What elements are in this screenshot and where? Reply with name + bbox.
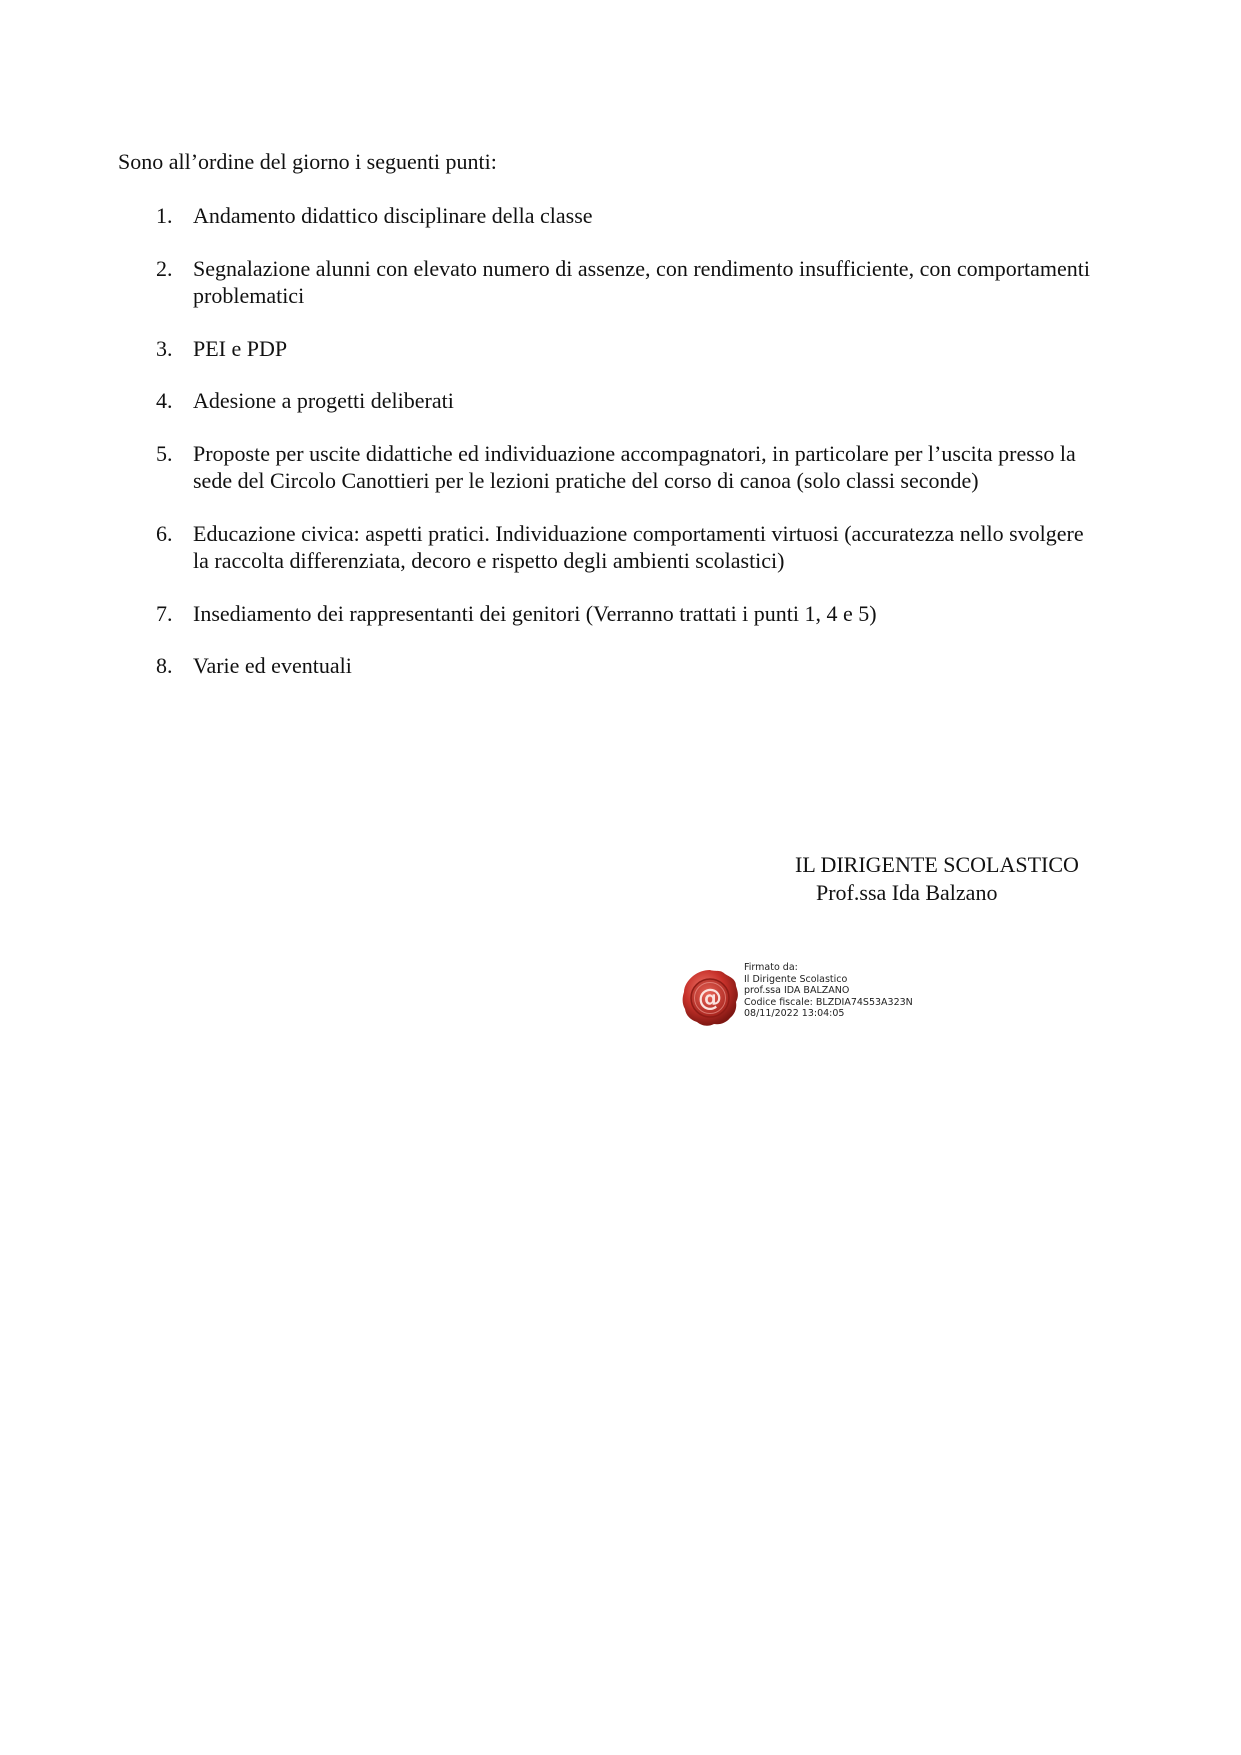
agenda-item-text: Andamento didattico disciplinare della classe <box>193 203 593 228</box>
agenda-item-text: Adesione a progetti deliberati <box>193 388 454 413</box>
agenda-item <box>150 520 1100 575</box>
signature-timestamp: 08/11/2022 13:04:05 <box>744 1008 845 1019</box>
agenda-item-text: Proposte per uscite didattiche ed individuazione accompagnatori, in particolare per l’uscita presso la sede del Circolo Canottieri per le lezioni pratiche del corso di canoa (solo classi seconde) <box>193 440 1076 493</box>
signer-role: IL DIRIGENTE SCOLASTICO <box>795 852 1079 877</box>
svg-text:@: @ <box>698 984 722 1012</box>
agenda-intro: Sono all’ordine del giorno i seguenti punti: <box>118 149 497 174</box>
signature-label: Firmato da: <box>744 962 798 973</box>
agenda-item-text: PEI e PDP <box>193 335 288 361</box>
digital-signature-stamp <box>680 962 980 1032</box>
signature-signer: prof.ssa IDA BALZANO <box>744 985 850 996</box>
agenda-item <box>150 652 1100 680</box>
agenda-list <box>150 202 1100 705</box>
signature-title: Il Dirigente Scolastico <box>744 973 848 985</box>
agenda-item <box>150 255 1100 310</box>
agenda-item-number: 4. <box>156 388 173 413</box>
agenda-item <box>150 387 1100 415</box>
agenda-item-number: 3. <box>156 335 173 361</box>
agenda-item-number: 2. <box>156 255 173 281</box>
agenda-item-text: Varie ed eventuali <box>193 653 352 678</box>
agenda-item-text: Segnalazione alunni con elevato numero di assenze, con rendimento insufficiente, con comportamenti problematici <box>193 255 1091 308</box>
agenda-item-text: Educazione civica: aspetti pratici. Individuazione comportamenti virtuosi (accuratezza nello svolgere la raccolta differenziata, decoro e rispetto degli ambienti scolastici) <box>193 520 1084 573</box>
agenda-item <box>150 335 1100 363</box>
at-sign-wax-seal-icon <box>680 968 740 1028</box>
agenda-item <box>150 600 1100 628</box>
agenda-item <box>150 202 1100 230</box>
agenda-item-text: Insediamento dei rappresentanti dei genitori (Verranno trattati i punti 1, 4 e 5) <box>193 600 877 626</box>
signature-block <box>795 851 1079 907</box>
signer-name: Prof.ssa Ida Balzano <box>816 880 998 905</box>
agenda-item-number: 6. <box>156 520 173 546</box>
digital-signature-details <box>744 962 913 1020</box>
agenda-item <box>150 440 1100 495</box>
signature-tax-code: Codice fiscale: BLZDIA74S53A323N <box>744 996 913 1008</box>
agenda-item-number: 8. <box>156 653 173 678</box>
agenda-item-number: 7. <box>156 600 173 626</box>
agenda-item-number: 5. <box>156 440 173 466</box>
agenda-item-number: 1. <box>156 203 173 228</box>
